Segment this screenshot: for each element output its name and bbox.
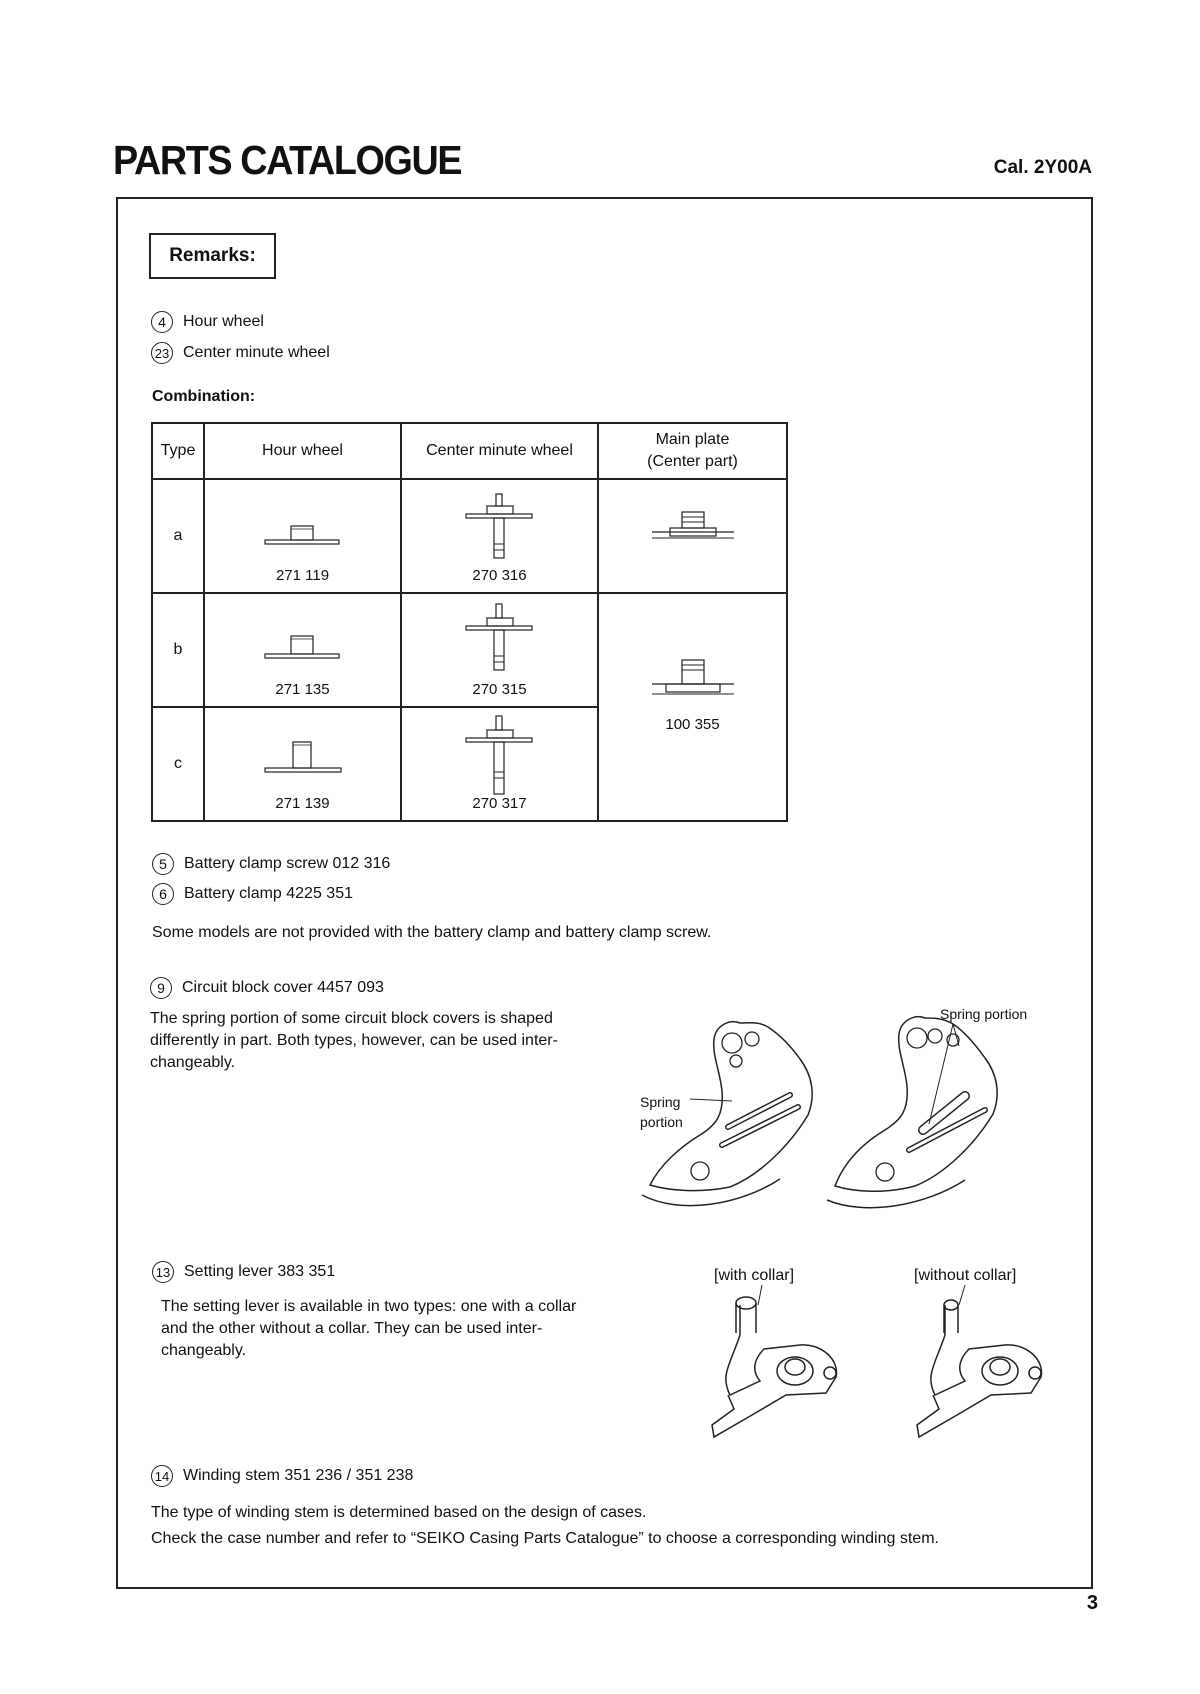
center-minute-wheel-cell <box>401 707 598 821</box>
description-line: changeably. <box>150 1054 236 1071</box>
number-badge: 6 <box>152 883 174 905</box>
hour-wheel-drawing-icon <box>263 520 343 550</box>
winding-stem-item <box>151 1465 413 1487</box>
main-plate-cell <box>598 479 787 593</box>
remark-label: Hour wheel <box>183 313 264 330</box>
item-label: Battery clamp screw 012 316 <box>184 855 391 872</box>
item-label: Winding stem 351 236 / 351 238 <box>183 1467 414 1484</box>
with-collar-label: [with collar] <box>714 1267 795 1284</box>
type-cell: c <box>152 707 204 821</box>
circuit-block-cover-right-drawing-icon <box>825 1010 1015 1220</box>
combination-label: Combination: <box>152 388 256 405</box>
header-hour-wheel: Hour wheel <box>204 423 401 479</box>
header-main-plate <box>598 423 787 479</box>
part-number: 271 135 <box>275 681 330 698</box>
spring-portion-label-right: Spring portion <box>940 1006 1028 1022</box>
label-line: portion <box>640 1114 683 1130</box>
battery-note: Some models are not provided with the battery clamp and battery clamp screw. <box>152 924 712 941</box>
remark-label: Center minute wheel <box>183 344 330 361</box>
part-number: 100 355 <box>665 716 720 733</box>
circuit-block-description <box>150 1008 650 1074</box>
table-header-row <box>152 423 787 479</box>
description-line: changeably. <box>161 1342 247 1359</box>
number-badge: 14 <box>151 1465 173 1487</box>
item-label: Setting lever 383 351 <box>184 1263 336 1280</box>
description-line: The setting lever is available in two types: one with a collar <box>161 1298 577 1315</box>
center-minute-wheel-drawing-icon <box>460 714 540 798</box>
circuit-block-cover-item <box>150 977 384 999</box>
part-number: 270 315 <box>472 681 527 698</box>
item-label: Circuit block cover 4457 093 <box>182 979 384 996</box>
center-minute-wheel-drawing-icon <box>460 602 540 674</box>
center-minute-wheel-drawing-icon <box>460 492 540 562</box>
description-line: and the other without a collar. They can be used inter- <box>161 1320 543 1337</box>
number-badge: 13 <box>152 1261 174 1283</box>
combination-table <box>151 422 788 822</box>
header-main-plate-line2: (Center part) <box>647 453 738 470</box>
hour-wheel-cell <box>204 593 401 707</box>
hour-wheel-drawing-icon <box>263 738 343 778</box>
center-minute-wheel-cell <box>401 479 598 593</box>
main-plate-cell-merged <box>598 593 787 821</box>
page-title: PARTS CATALOGUE <box>113 137 462 183</box>
without-collar-label: [without collar] <box>914 1267 1017 1284</box>
setting-lever-description <box>161 1296 651 1362</box>
part-number: 271 139 <box>275 795 330 812</box>
table-row <box>152 593 787 707</box>
number-badge: 9 <box>150 977 172 999</box>
setting-lever-with-collar-drawing-icon <box>700 1285 850 1435</box>
description-line: Check the case number and refer to “SEIKO Casing Parts Catalogue” to choose a corresponding winding stem. <box>151 1530 939 1547</box>
hour-wheel-cell <box>204 479 401 593</box>
setting-lever-without-collar-drawing-icon <box>905 1285 1055 1435</box>
battery-clamp-screw-item <box>152 853 390 875</box>
winding-stem-description <box>151 1500 939 1552</box>
type-cell: a <box>152 479 204 593</box>
battery-clamp-item <box>152 883 353 905</box>
description-line: differently in part. Both types, however, can be used inter- <box>150 1032 558 1049</box>
header-main-plate-line1: Main plate <box>655 431 730 448</box>
part-number: 271 119 <box>275 567 330 584</box>
hour-wheel-cell <box>204 707 401 821</box>
center-minute-wheel-cell <box>401 593 598 707</box>
description-line: The type of winding stem is determined based on the design of cases. <box>151 1504 647 1521</box>
number-badge: 5 <box>152 853 174 875</box>
number-badge: 4 <box>151 311 173 333</box>
part-number: 270 317 <box>472 795 527 812</box>
header-center-minute-wheel: Center minute wheel <box>401 423 598 479</box>
label-line: Spring <box>640 1094 681 1110</box>
remark-item-hour-wheel <box>151 311 264 333</box>
remark-item-center-minute-wheel <box>151 342 330 364</box>
calibre-label: Cal. 2Y00A <box>993 157 1092 178</box>
description-line: The spring portion of some circuit block covers is shaped <box>150 1010 553 1027</box>
main-plate-drawing-icon <box>648 658 738 702</box>
item-label: Battery clamp 4225 351 <box>184 885 353 902</box>
spring-portion-label-left <box>640 1092 683 1132</box>
table-row <box>152 479 787 593</box>
hour-wheel-drawing-icon <box>263 630 343 664</box>
header-type: Type <box>152 423 204 479</box>
remarks-heading: Remarks: <box>149 233 276 279</box>
type-cell: b <box>152 593 204 707</box>
page-number: 3 <box>1086 1592 1098 1614</box>
number-badge: 23 <box>151 342 173 364</box>
part-number: 270 316 <box>472 567 527 584</box>
main-plate-drawing-icon <box>648 510 738 550</box>
setting-lever-item <box>152 1261 335 1283</box>
